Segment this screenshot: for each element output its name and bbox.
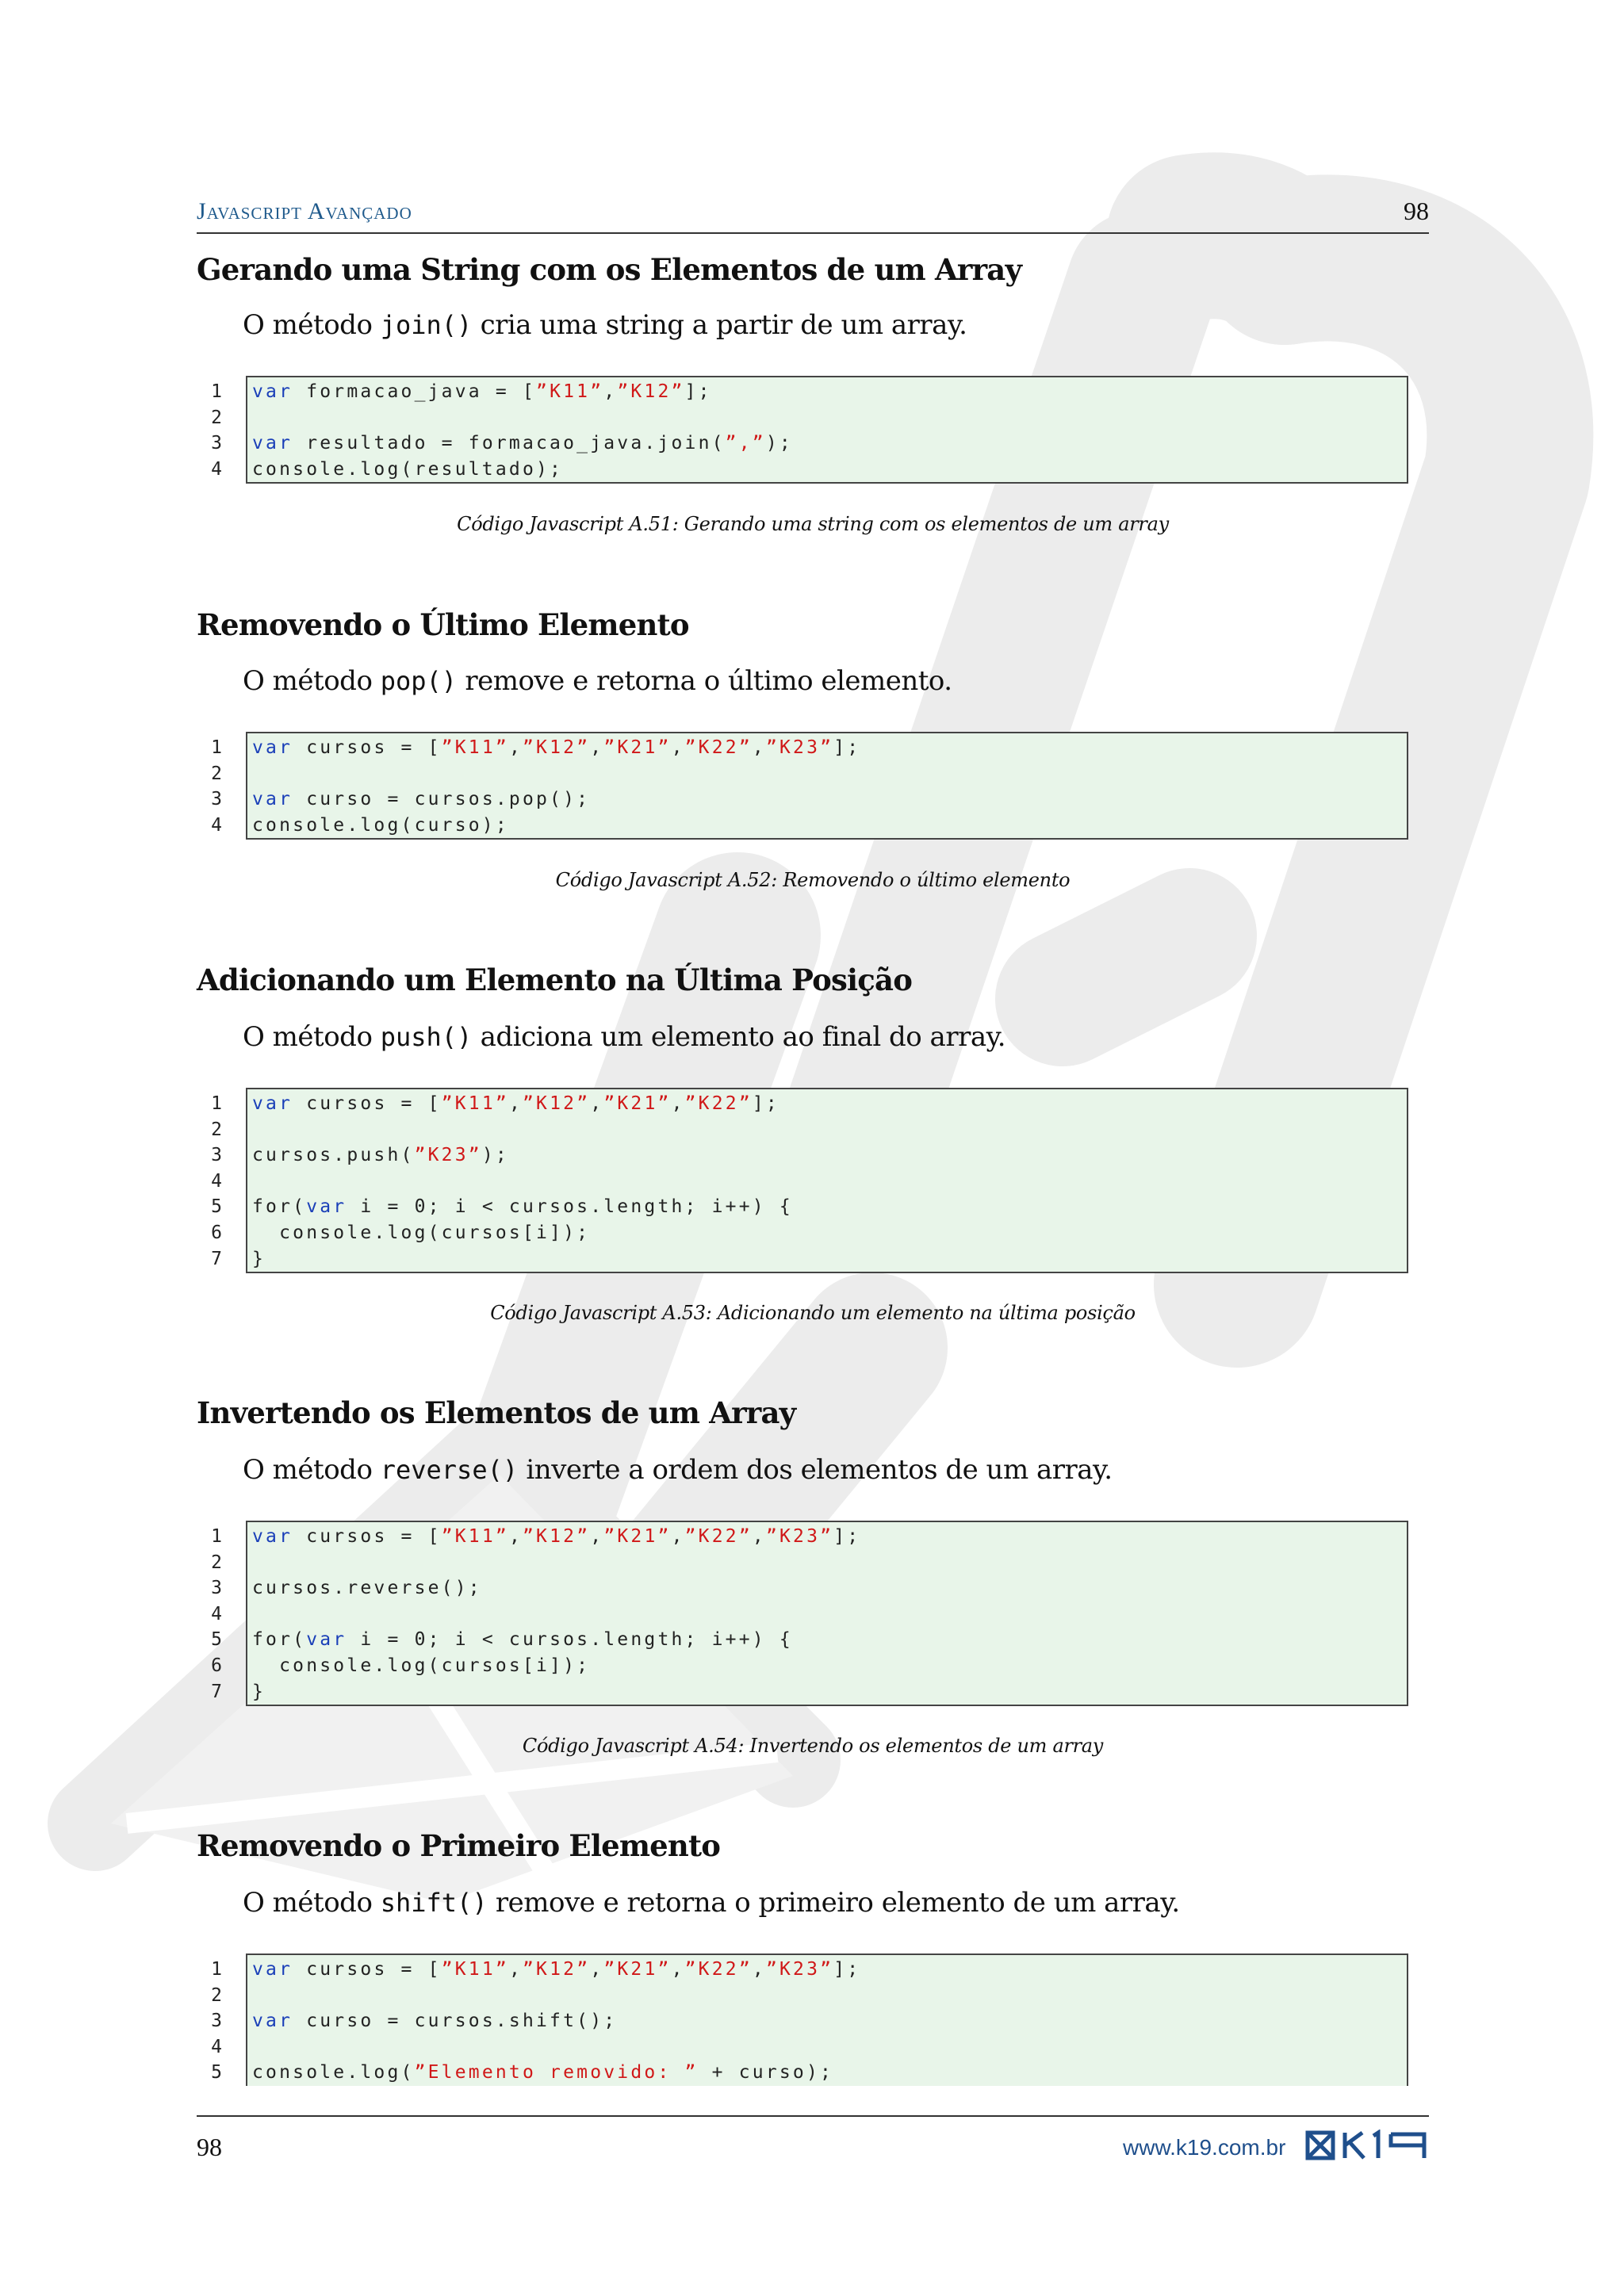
line-numbers: 1 2 3 4: [211, 737, 222, 836]
code-block[interactable]: [246, 732, 1408, 840]
code-line: [252, 761, 1407, 787]
code-block[interactable]: [246, 1954, 1408, 2086]
code-line: cursos.reverse();: [252, 1578, 482, 1599]
code-line: [252, 2034, 1407, 2061]
running-header-title: Javascript Avançado: [197, 198, 412, 224]
code-line: console.log(cursos[i]);: [252, 1222, 591, 1243]
code-line: var formacao_java = [”K11”,”K12”];: [252, 381, 712, 402]
code-caption: Código Javascript A.52: Removendo o último elemento: [555, 869, 1071, 891]
code-line: cursos.push(”K23”);: [252, 1145, 509, 1166]
inline-code: push(): [380, 1022, 473, 1052]
code-line: [252, 405, 1407, 431]
code-line: var resultado = formacao_java.join(”,”);: [252, 433, 793, 454]
code-line: console.log(curso);: [252, 814, 509, 836]
line-numbers: 1 2 3 4 5 6 7: [211, 1526, 222, 1702]
line-numbers: 1 2 3 4 5: [211, 1959, 222, 2084]
code-caption: Código Javascript A.54: Invertendo os elementos de um array: [522, 1735, 1104, 1757]
code-block[interactable]: [246, 1521, 1408, 1706]
section-intro: O método join() cria uma string a partir de um array.: [243, 309, 967, 341]
code-line: var cursos = [”K11”,”K12”,”K21”,”K22”,”K23”];: [252, 1959, 861, 1980]
section-title: Adicionando um Elemento na Última Posição: [197, 962, 913, 997]
section-title: Invertendo os Elementos de um Array: [197, 1395, 796, 1430]
code-line: var cursos = [”K11”,”K12”,”K21”,”K22”];: [252, 1093, 779, 1114]
footer-page-number: 98: [197, 2133, 222, 2161]
code-line: console.log(”Elemento removido: ” + curso);: [252, 2062, 834, 2084]
code-line: [252, 1117, 1407, 1143]
section-title: Removendo o Primeiro Elemento: [197, 1828, 721, 1863]
inline-code: reverse(): [380, 1455, 519, 1485]
code-line: var curso = cursos.shift();: [252, 2011, 618, 2032]
code-block[interactable]: [246, 376, 1408, 484]
code-line: [252, 1601, 1407, 1628]
section-intro: O método reverse() inverte a ordem dos elementos de um array.: [243, 1454, 1113, 1486]
code-line: var curso = cursos.pop();: [252, 789, 591, 810]
section-intro: O método pop() remove e retorna o último elemento.: [243, 665, 952, 697]
code-line: [252, 1550, 1407, 1576]
footer-url-link[interactable]: www.k19.com.br: [1123, 2135, 1286, 2160]
code-line: [252, 1983, 1407, 2009]
section-title: Gerando uma String com os Elementos de um Array: [197, 252, 1022, 287]
line-numbers: 1 2 3 4: [211, 381, 222, 480]
code-line: }: [252, 1248, 266, 1269]
inline-code: shift(): [380, 1888, 488, 1918]
code-line: }: [252, 1681, 266, 1702]
code-caption: Código Javascript A.53: Adicionando um elemento na última posição: [490, 1302, 1136, 1324]
section-title: Removendo o Último Elemento: [197, 607, 689, 642]
code-caption: Código Javascript A.51: Gerando uma string com os elementos de um array: [457, 513, 1169, 535]
code-line: var cursos = [”K11”,”K12”,”K21”,”K22”,”K23”];: [252, 1526, 861, 1547]
code-line: [252, 1169, 1407, 1195]
code-line: var cursos = [”K11”,”K12”,”K21”,”K22”,”K23”];: [252, 737, 861, 758]
footer-divider: [197, 2115, 1429, 2117]
header-divider: [197, 232, 1429, 234]
code-line: for(var i = 0; i < cursos.length; i++) {: [252, 1629, 793, 1651]
code-block[interactable]: [246, 1088, 1408, 1273]
code-line: console.log(resultado);: [252, 458, 564, 480]
code-line: for(var i = 0; i < cursos.length; i++) {: [252, 1196, 793, 1218]
inline-code: pop(): [380, 666, 458, 696]
header-page-number: 98: [1404, 197, 1429, 225]
section-intro: O método shift() remove e retorna o primeiro elemento de um array.: [243, 1887, 1180, 1919]
code-line: console.log(cursos[i]);: [252, 1655, 591, 1676]
line-numbers: 1 2 3 4 5 6 7: [211, 1093, 222, 1269]
section-intro: O método push() adiciona um elemento ao final do array.: [243, 1021, 1006, 1053]
k19-logo-icon: [1305, 2130, 1432, 2161]
inline-code: join(): [380, 310, 473, 340]
